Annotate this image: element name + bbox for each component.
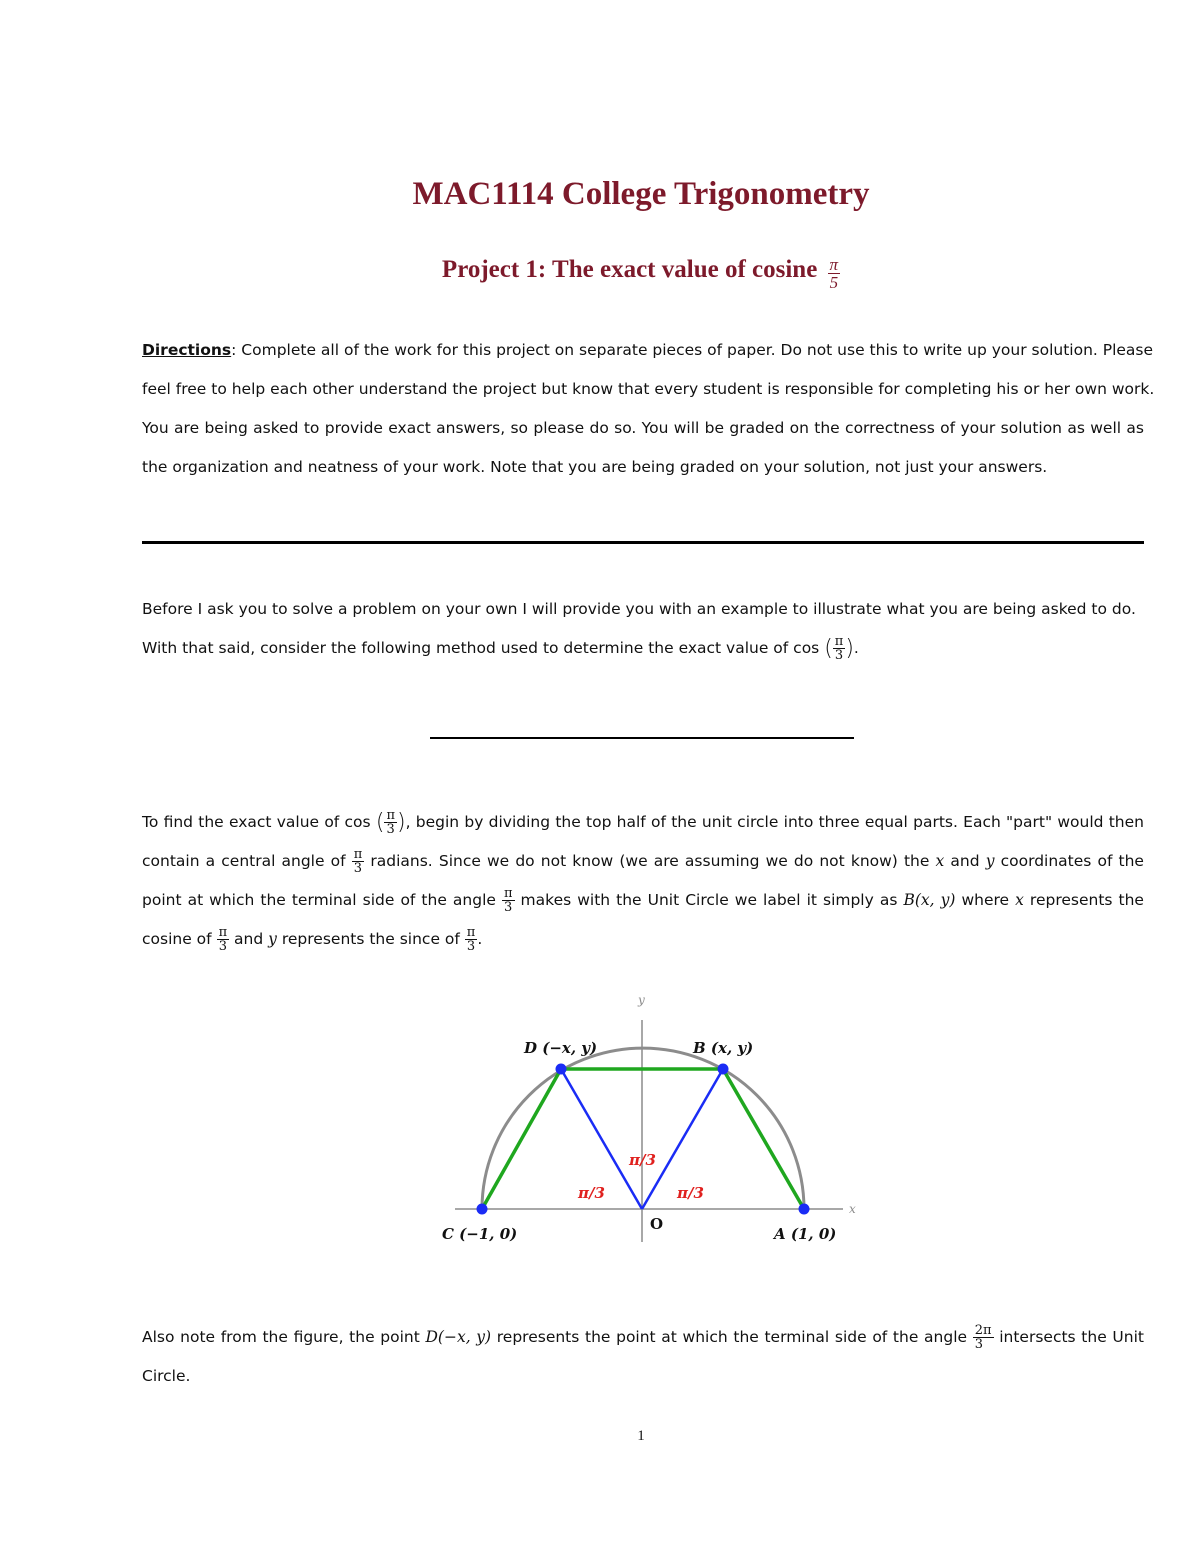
label-origin: O — [650, 1215, 664, 1233]
y-axis-label: y — [638, 993, 645, 1007]
closing-line-1: Also note from the figure, the point D(−x, y) represents the point at which the terminal side of the angle $\frac{2\pi}{3}$ intersects the Unit — [142, 1323, 1144, 1352]
point-c — [477, 1204, 488, 1215]
directions-line-3: You are being asked to provide exact answers, so please do so. You will be graded on the correctness of your solution as well as — [142, 419, 1144, 437]
closing-paragraph — [142, 1318, 1144, 1396]
method-line-3: point at which the terminal side of the angle $\frac{\pi}{3}$ makes with the Unit Circle we label it simply as B(x, y) where x represents the — [142, 886, 1144, 915]
directions-paragraph: Directions: Complete all of the work for this project on separate pieces of paper. Do not use this to write up your solution. Please feel free to help each other understand the project but know that every student is responsible for completing his or her own work. You are being asked to provide exact answers, so please do so. You will be graded on the correctness of your solution as well as the organization and neatness of your work. Note that you are being graded on your solution, not just your answers. — [142, 331, 1144, 487]
angle-label-right: π/3 — [677, 1184, 704, 1202]
label-d: D (−x, y) — [524, 1039, 598, 1057]
directions-label: Directions — [142, 341, 232, 359]
pi-over-five-fraction: $\frac{\pi}{5}$ — [829, 255, 839, 292]
label-a: A (1, 0) — [774, 1225, 837, 1243]
angle-label-middle: π/3 — [629, 1151, 656, 1169]
intro-line-2: With that said, consider the following method used to determine the exact value of cos ( $\frac{\pi}{3}$ ). — [142, 634, 859, 663]
closing-line-2: Circle. — [142, 1367, 191, 1385]
point-d — [556, 1064, 567, 1075]
label-b: B (x, y) — [693, 1039, 754, 1057]
directions-line-4: the organization and neatness of your work. Note that you are being graded on your solution, not just your answers. — [142, 458, 1048, 476]
chord-ba — [723, 1069, 804, 1209]
intro-line-1: Before I ask you to solve a problem on your own I will provide you with an example to illustrate what you are being asked to do. — [142, 600, 1136, 618]
label-c: C (−1, 0) — [442, 1225, 518, 1243]
chord-cd — [482, 1069, 561, 1209]
subtitle-text: Project 1: The exact value of cosine — [441, 256, 818, 284]
point-a — [799, 1204, 810, 1215]
document-title: MAC1114 College Trigonometry — [412, 176, 870, 212]
x-axis-label: x — [849, 1202, 856, 1216]
method-line-2: contain a central angle of $\frac{\pi}{3}$ radians. Since we do not know (we are assuming we do not know) the x and y coordinates of the — [142, 847, 1144, 876]
method-line-1: To find the exact value of cos ( $\frac{\pi}{3}$ ), begin by dividing the top half of the unit circle into three equal parts. Each "part" would then — [142, 808, 1144, 837]
directions-line-2: feel free to help each other understand the project but know that every student is responsible for completing his or her own work. — [142, 380, 1155, 398]
page-number: 1 — [637, 1428, 645, 1444]
point-b — [718, 1064, 729, 1075]
angle-label-left: π/3 — [578, 1184, 605, 1202]
method-line-4: cosine of $\frac{\pi}{3}$ and y represents the since of $\frac{\pi}{3}$ . — [142, 925, 483, 954]
